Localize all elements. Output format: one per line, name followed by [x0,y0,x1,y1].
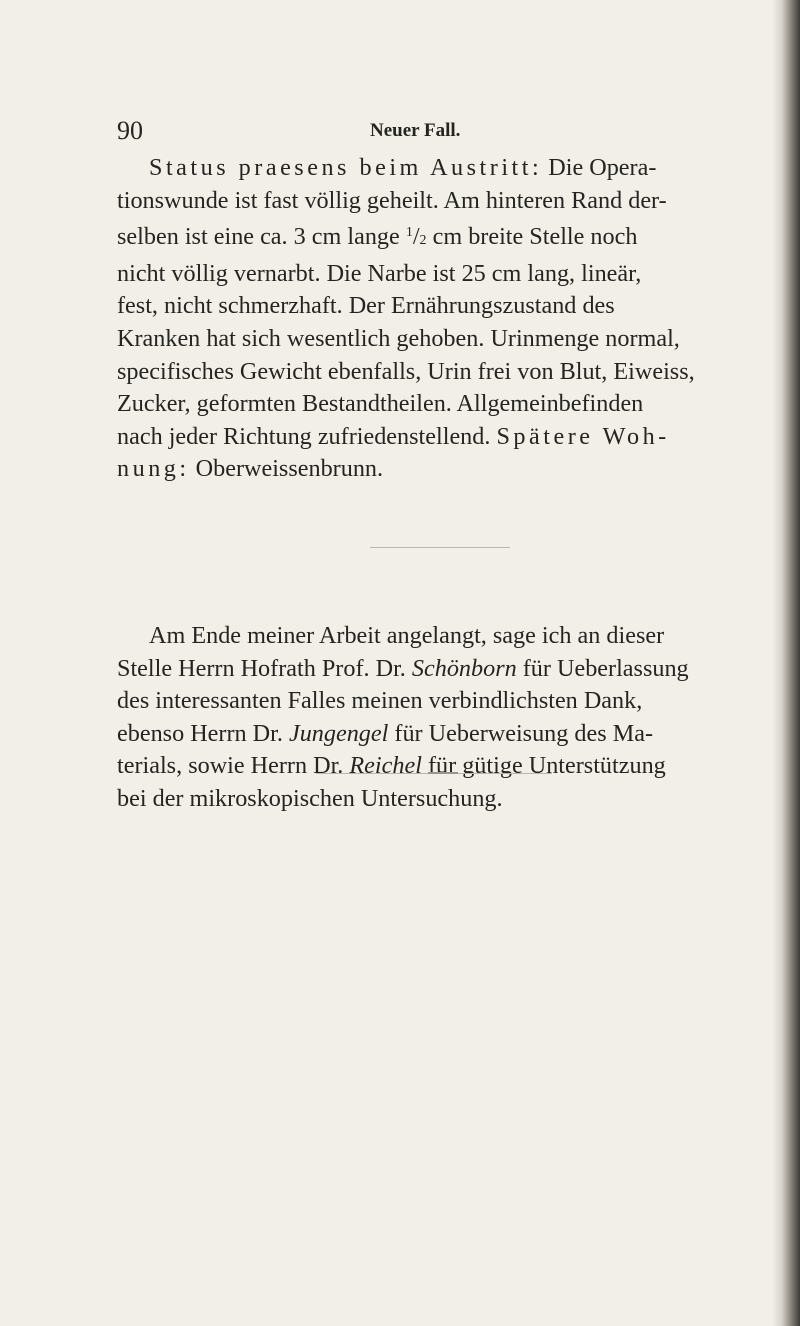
paragraph-status-praesens [117,152,757,486]
text-line: Am Ende meiner Arbeit angelangt, sage ich an dieser [149,622,665,649]
text-line: specifisches Gewicht ebenfalls, Urin frei von Blut, Eiweiss, [117,357,695,385]
text-line: nicht völlig vernarbt. Die Narbe ist 25 cm lang, lineär, [117,259,642,287]
fraction-denominator: 2 [419,233,427,249]
text-run: selben ist eine ca. 3 cm lange [117,223,406,251]
text-line [117,750,757,783]
text-line: fest, nicht schmerzhaft. Der Ernährungszustand des [117,292,615,320]
text-line [117,453,757,486]
text-run: Die Opera- [542,154,657,181]
text-run: nach jeder Richtung zufriedenstellend. [117,422,497,450]
text-run: Oberweissenbrunn. [189,455,384,483]
spaced-heading: Status praesens beim Austritt: [149,154,543,181]
page-number: 90 [117,116,143,145]
text-line: tionswunde ist fast völlig geheilt. Am hinteren Rand der- [117,186,667,214]
text-run: ebenso Herrn Dr. [117,719,289,747]
person-name: Jungengel [288,719,389,747]
text-line [117,217,757,258]
paragraph-acknowledgements [117,620,757,816]
text-line [117,152,757,185]
page-header [117,116,737,146]
page-edge-shadow [772,0,800,1326]
text-run: cm breite Stelle noch [426,223,638,251]
text-line [117,421,757,454]
text-line: des interessanten Falles meinen verbindlichsten Dank, [117,687,643,715]
text-line: bei der mikroskopischen Untersuchung. [117,784,503,812]
fraction-slash: / [412,223,420,251]
text-run: für Ueberlassung [516,654,689,682]
person-name: Schönborn [411,654,517,682]
text-line [117,718,757,751]
running-head: Neuer Fall. [370,120,461,141]
text-run: terials, sowie Herrn Dr. [117,752,350,780]
text-line [117,653,757,686]
spaced-heading: Spätere Woh- [496,422,670,450]
section-divider [370,547,510,548]
end-divider-mark [428,772,458,774]
spaced-heading: nung: [117,455,190,483]
text-run: für Ueberweisung des Ma- [388,719,653,747]
text-line: Kranken hat sich wesentlich gehoben. Urinmenge normal, [117,324,680,352]
person-name: Reichel [349,752,422,780]
fraction-numerator: 1 [405,225,413,241]
text-line: Zucker, geformten Bestandtheilen. Allgemeinbefinden [117,390,644,418]
text-run: für gütige Unterstützung [421,752,666,780]
text-run: Stelle Herrn Hofrath Prof. Dr. [117,654,412,682]
